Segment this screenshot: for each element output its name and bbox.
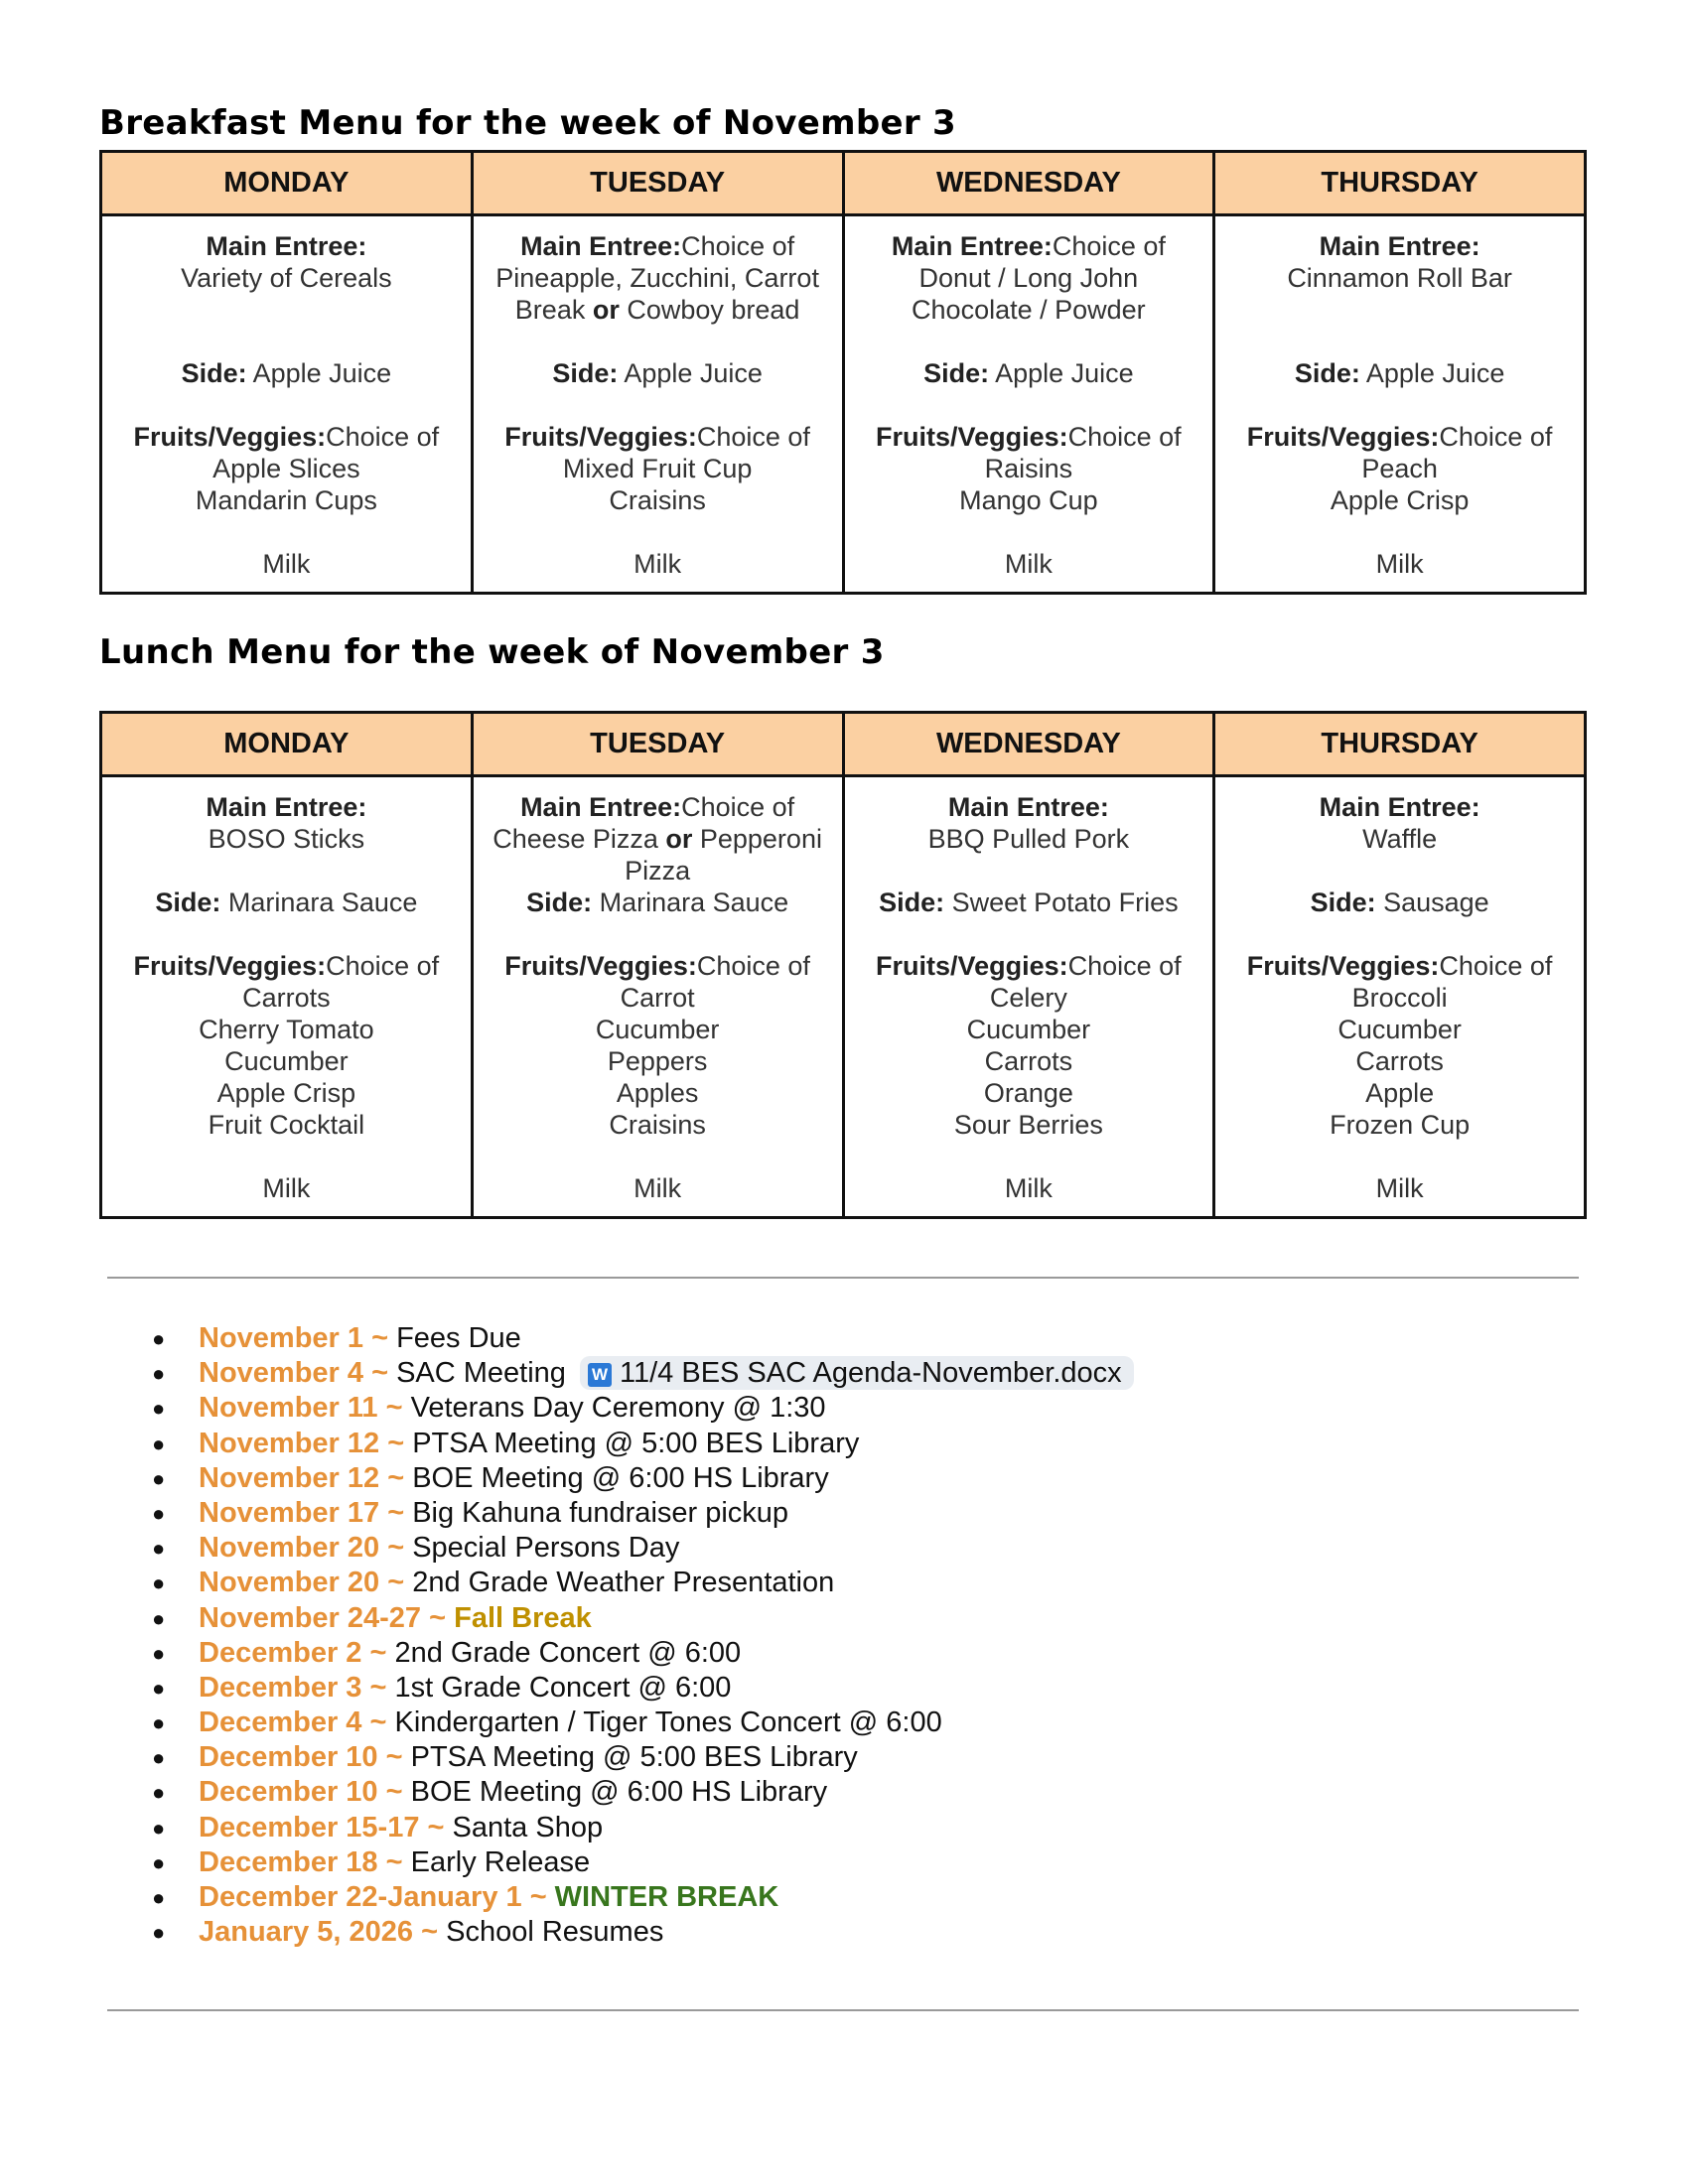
fruits-block [855,421,1203,516]
entree-label: Main Entree: [520,231,682,261]
event-item [144,1321,1134,1356]
side-line [855,887,1203,918]
fruits-value: Choice of Carrot Cucumber Peppers Apples Craisins [595,951,810,1140]
event-item [144,1880,1134,1915]
event-text: Kindergarten / Tiger Tones Concert @ 6:00 [386,1706,942,1739]
fruits-label: Fruits/Veggies: [876,422,1068,452]
horizontal-divider [107,2009,1579,2011]
event-item [144,1391,1134,1426]
side-line [484,357,832,389]
bullet-icon: ● [152,1815,166,1841]
event-text: SAC Meeting [388,1357,574,1390]
side-value: Sausage [1375,887,1489,917]
side-value: Marinara Sauce [220,887,418,917]
event-item [144,1496,1134,1531]
bullet-icon: ● [152,1431,166,1456]
side-label: Side: [155,887,221,917]
fruits-label: Fruits/Veggies: [1246,951,1440,981]
bullet-icon: ● [152,1361,166,1387]
fruits-block [855,950,1203,1141]
tilde-separator: ~ [371,1357,389,1390]
entree-value: BOSO Sticks [208,824,365,854]
event-item [144,1915,1134,1950]
tilde-separator: ~ [387,1567,405,1599]
tilde-separator: ~ [385,1741,403,1774]
horizontal-divider [107,1277,1579,1279]
event-date: December 3 [199,1671,370,1704]
breakfast-day-wednesday: WEDNESDAY [843,152,1214,215]
bullet-icon: ● [152,1326,166,1351]
bullet-icon: ● [152,1396,166,1422]
side-label: Side: [526,887,593,917]
fruits-label: Fruits/Veggies: [504,951,697,981]
fruits-label: Fruits/Veggies: [1246,422,1440,452]
breakfast-cell-wednesday [843,215,1214,594]
entree-value: Choice of Cheese Pizza [492,792,795,854]
event-date: November 4 [199,1357,372,1390]
bullet-icon: ● [152,1885,166,1910]
event-date: December 4 [199,1706,370,1739]
tilde-separator: ~ [529,1881,547,1913]
milk: Milk [633,1173,682,1203]
side-value: Apple Juice [246,358,392,388]
fruits-value: Choice of Broccoli Cucumber Carrots Apple Frozen Cup [1330,951,1553,1140]
event-text: BOE Meeting @ 6:00 HS Library [404,1461,829,1494]
side-value: Apple Juice [1359,358,1505,388]
fall-break-text: Fall Break [446,1601,592,1634]
entree-block [484,230,832,326]
tilde-separator: ~ [427,1811,445,1843]
side-value: Apple Juice [618,358,763,388]
event-item [144,1740,1134,1775]
entree-label: Main Entree: [947,792,1109,822]
bullet-icon: ● [152,1605,166,1631]
fruits-value: Choice of Carrots Cherry Tomato Cucumber Apple Crisp Fruit Cocktail [199,951,440,1140]
entree-value: Choice of Donut / Long John Chocolate / Powder [912,231,1166,325]
event-text: Early Release [402,1845,591,1878]
event-text: BOE Meeting @ 6:00 HS Library [402,1776,828,1809]
events-list [144,1321,1134,1950]
tilde-separator: ~ [387,1496,405,1529]
breakfast-day-monday: MONDAY [101,152,473,215]
event-date: December 18 [199,1845,386,1878]
side-value: Sweet Potato Fries [944,887,1179,917]
fruits-value: Choice of Peach Apple Crisp [1330,422,1553,515]
lunch-day-thursday: THURSDAY [1214,713,1586,776]
bullet-icon: ● [152,1849,166,1875]
breakfast-menu-heading: Breakfast Menu for the week of November 3 [99,103,956,143]
breakfast-cell-thursday [1214,215,1586,594]
fruits-block [484,950,832,1141]
lunch-cell-monday [101,776,473,1218]
fruits-block [484,421,832,516]
tilde-separator: ~ [421,1916,439,1949]
event-text: Fees Due [388,1322,521,1354]
bullet-icon: ● [152,1640,166,1666]
event-text: PTSA Meeting @ 5:00 BES Library [402,1741,858,1774]
word-document-icon: W [588,1363,612,1387]
entree-value: Choice of Pineapple, Zucchini, Carrot Break [495,231,819,325]
event-text: Special Persons Day [404,1532,680,1565]
lunch-items-row [101,776,1586,1218]
milk: Milk [1004,1173,1053,1203]
milk: Milk [633,549,682,579]
bullet-icon: ● [152,1536,166,1562]
bullet-icon: ● [152,1500,166,1526]
tilde-separator: ~ [385,1776,403,1809]
entree-value: Waffle [1362,824,1438,854]
entree-block [484,791,832,887]
tilde-separator: ~ [369,1706,387,1739]
event-date: November 17 [199,1496,388,1529]
event-text: School Resumes [438,1916,664,1949]
breakfast-day-tuesday: TUESDAY [472,152,843,215]
event-text: PTSA Meeting @ 5:00 BES Library [404,1427,860,1459]
lunch-header-row [101,713,1586,776]
bullet-icon: ● [152,1920,166,1946]
event-date: December 15-17 [199,1811,428,1843]
event-item [144,1461,1134,1496]
breakfast-cell-monday [101,215,473,594]
bullet-icon: ● [152,1465,166,1491]
lunch-day-wednesday: WEDNESDAY [843,713,1214,776]
side-label: Side: [1294,358,1360,388]
fruits-value: Choice of Apple Slices Mandarin Cups [195,422,440,515]
fruits-block [1225,421,1574,516]
breakfast-day-thursday: THURSDAY [1214,152,1586,215]
tilde-separator: ~ [371,1322,389,1354]
entree-label: Main Entree: [206,231,367,261]
event-date: December 10 [199,1741,386,1774]
event-item [144,1845,1134,1880]
entree-or: or [665,824,693,854]
entree-label: Main Entree: [891,231,1053,261]
event-item [144,1356,1134,1391]
tilde-separator: ~ [385,1845,403,1878]
lunch-cell-thursday [1214,776,1586,1218]
file-attachment-chip[interactable] [580,1356,1134,1390]
event-text: 1st Grade Concert @ 6:00 [386,1671,732,1704]
event-date: November 20 [199,1567,388,1599]
entree-value: BBQ Pulled Pork [927,824,1130,854]
bullet-icon: ● [152,1780,166,1806]
fruits-value: Choice of Celery Cucumber Carrots Orange Sour Berries [953,951,1182,1140]
event-item [144,1427,1134,1461]
fruits-block [1225,950,1574,1141]
side-label: Side: [879,887,945,917]
bullet-icon: ● [152,1675,166,1701]
fruits-label: Fruits/Veggies: [133,951,327,981]
tilde-separator: ~ [387,1532,405,1565]
entree-value: Cinnamon Roll Bar [1287,263,1512,293]
event-item [144,1566,1134,1600]
fruits-value: Choice of Mixed Fruit Cup Craisins [562,422,810,515]
lunch-menu-heading: Lunch Menu for the week of November 3 [99,632,885,672]
event-text: Santa Shop [444,1811,604,1843]
entree-label: Main Entree: [1319,792,1480,822]
entree-or: or [592,295,620,325]
event-text: Veterans Day Ceremony @ 1:30 [402,1392,826,1425]
side-label: Side: [923,358,990,388]
event-date: November 24-27 [199,1601,430,1634]
event-item [144,1706,1134,1740]
attachment-filename: 11/4 BES SAC Agenda-November.docx [620,1357,1122,1390]
side-value: Marinara Sauce [592,887,789,917]
fruits-block [112,421,461,516]
bullet-icon: ● [152,1745,166,1771]
fruits-label: Fruits/Veggies: [504,422,697,452]
side-line [112,357,461,389]
event-date: November 12 [199,1461,388,1494]
entree-block [855,230,1203,326]
lunch-day-tuesday: TUESDAY [472,713,843,776]
breakfast-cell-tuesday [472,215,843,594]
event-date: December 22-January 1 [199,1881,530,1913]
event-item [144,1601,1134,1636]
breakfast-header-row [101,152,1586,215]
milk: Milk [1375,1173,1424,1203]
event-date: November 20 [199,1532,388,1565]
event-text: 2nd Grade Weather Presentation [404,1567,835,1599]
entree-value: Variety of Cereals [181,263,392,293]
side-label: Side: [552,358,619,388]
event-text: Big Kahuna fundraiser pickup [404,1496,789,1529]
entree-value-alt: Cowboy bread [619,295,800,325]
fruits-label: Fruits/Veggies: [876,951,1068,981]
fruits-value: Choice of Raisins Mango Cup [959,422,1182,515]
breakfast-menu-table [99,150,1587,595]
side-line [855,357,1203,389]
tilde-separator: ~ [385,1392,403,1425]
event-date: December 2 [199,1636,370,1669]
event-date: November 12 [199,1427,388,1459]
side-line [1225,887,1574,918]
lunch-cell-tuesday [472,776,843,1218]
side-label: Side: [181,358,247,388]
side-line [112,887,461,918]
breakfast-items-row [101,215,1586,594]
milk: Milk [1004,549,1053,579]
side-label: Side: [1310,887,1376,917]
entree-label: Main Entree: [520,792,682,822]
fruits-label: Fruits/Veggies: [133,422,327,452]
side-line [1225,357,1574,389]
milk: Milk [1375,549,1424,579]
tilde-separator: ~ [369,1671,387,1704]
milk: Milk [262,1173,311,1203]
winter-break-text: WINTER BREAK [546,1881,779,1913]
event-date: December 10 [199,1776,386,1809]
event-text: 2nd Grade Concert @ 6:00 [386,1636,742,1669]
lunch-cell-wednesday [843,776,1214,1218]
entree-label: Main Entree: [206,792,367,822]
event-item [144,1775,1134,1810]
event-item [144,1811,1134,1845]
bullet-icon: ● [152,1570,166,1596]
event-date: November 1 [199,1322,372,1354]
event-item [144,1531,1134,1566]
side-line [484,887,832,918]
tilde-separator: ~ [387,1461,405,1494]
event-date: January 5, 2026 [199,1916,422,1949]
bullet-icon: ● [152,1710,166,1736]
tilde-separator: ~ [429,1601,447,1634]
lunch-menu-table [99,711,1587,1219]
tilde-separator: ~ [369,1636,387,1669]
entree-value-alt: Pepperoni Pizza [625,824,822,886]
event-date: November 11 [199,1392,386,1425]
milk: Milk [262,549,311,579]
tilde-separator: ~ [387,1427,405,1459]
entree-label: Main Entree: [1319,231,1480,261]
event-item [144,1636,1134,1671]
event-item [144,1671,1134,1706]
fruits-block [112,950,461,1141]
lunch-day-monday: MONDAY [101,713,473,776]
side-value: Apple Juice [989,358,1134,388]
